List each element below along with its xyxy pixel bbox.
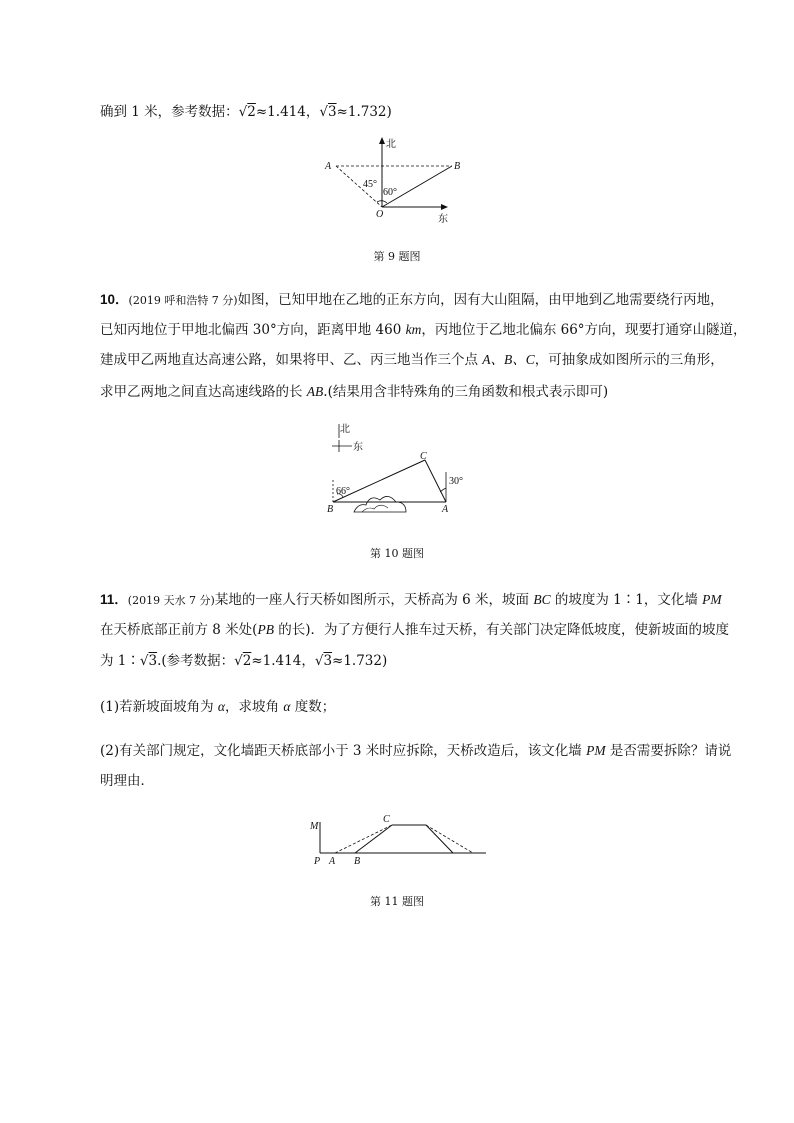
q11-number: 11．	[100, 592, 128, 607]
q11-source: (2019 天水 7 分)	[127, 594, 215, 607]
q10-angle-30: 30°	[449, 476, 463, 487]
q11-point-p: P	[314, 856, 321, 867]
q9-angle-60: 60°	[383, 187, 397, 198]
q10-number: 10．	[100, 292, 129, 307]
q11-point-c: C	[383, 814, 390, 825]
q11-point-m: M	[310, 821, 319, 832]
q11-line-2: 在天桥底部正前方 8 米处(PB 的长)．为了方便行人推车过天桥，有关部门决定降低坡度，使新坡面的坡度	[100, 622, 730, 638]
q11-line-1: 11．(2019 天水 7 分)某地的一座人行天桥如图所示，天桥高为 6 米，坡面 BC 的坡度为 1∶1，文化墙 PM	[100, 592, 722, 608]
q11-point-b: B	[354, 856, 361, 867]
q11-subquestion-2-line-1: (2)有关部门规定，文化墙距天桥底部小于 3 米时应拆除，天桥改造后，该文化墙 PM 是否需要拆除？请说	[100, 743, 732, 759]
q9-point-b: B	[454, 161, 461, 172]
q10-line-4: 求甲乙两地之间直达高速线路的长 AB.(结果用含非特殊角的三角函数和根式表示即可)	[100, 384, 609, 400]
q11-point-a: A	[329, 856, 336, 867]
q9-point-a: A	[325, 161, 332, 172]
q11-caption: 第 11 题图	[370, 895, 424, 908]
q9-reference-line: 确到 1 米，参考数据：√2≈1.414，√3≈1.732)	[100, 104, 392, 120]
q11-figure	[308, 812, 493, 872]
q10-caption: 第 10 题图	[370, 547, 424, 560]
q9-point-o: O	[376, 209, 384, 220]
q10-east-label: 东	[353, 442, 363, 453]
q10-figure	[322, 420, 482, 520]
q10-line-3: 建成甲乙两地直达高速公路，如果将甲、乙、丙三地当作三个点 A、B、C，可抽象成如图所示的三角形，	[100, 352, 724, 368]
q11-subquestion-2-line-2: 明理由．	[100, 773, 154, 789]
q9-figure	[320, 135, 470, 225]
q11-line-3: 为 1∶√3.(参考数据：√2≈1.414，√3≈1.732)	[100, 653, 388, 669]
q10-line-2: 已知丙地位于甲地北偏西 30°方向，距离甲地 460 km，丙地位于乙地北偏东 66°方向，现要打通穿山隧道，	[100, 322, 747, 338]
q10-north-label: 北	[340, 424, 350, 435]
q10-point-b: B	[327, 504, 334, 515]
q10-line-1: 10．(2019 呼和浩特 7 分)如图，已知甲地在乙地的正东方向，因有大山阻隔，由甲地到乙地需要绕行丙地，	[100, 292, 724, 308]
q10-point-c: C	[420, 451, 427, 462]
q9-north-label: 北	[386, 139, 396, 150]
q9-east-label: 东	[438, 214, 448, 225]
q9-caption: 第 9 题图	[373, 250, 421, 263]
q11-subquestion-1: (1)若新坡面坡角为 α，求坡角 α 度数；	[100, 699, 336, 715]
q10-point-a: A	[442, 504, 449, 515]
q10-angle-66: 66°	[336, 486, 350, 497]
q10-source: (2019 呼和浩特 7 分)	[128, 294, 238, 307]
q9-angle-45: 45°	[363, 179, 377, 190]
